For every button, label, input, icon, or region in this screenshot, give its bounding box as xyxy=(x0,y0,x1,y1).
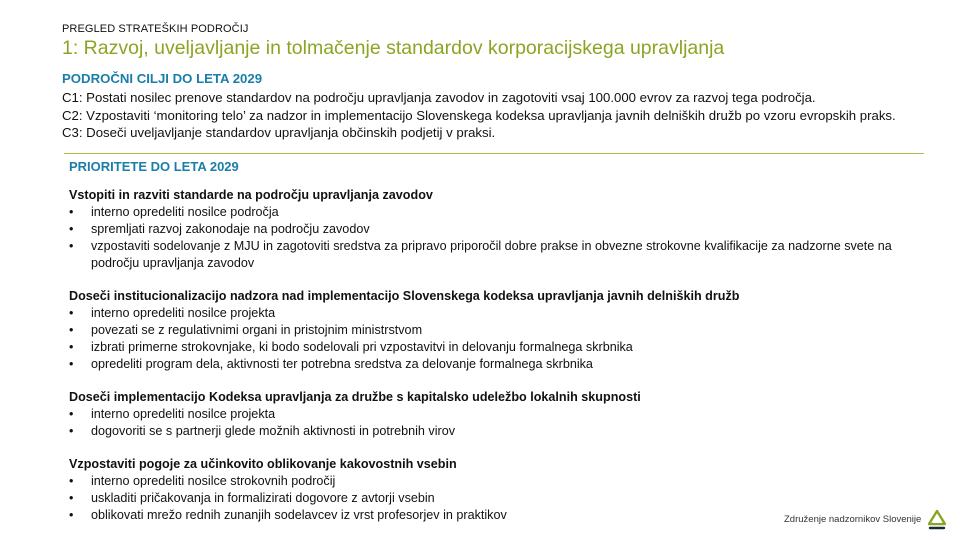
priorities-sections xyxy=(69,187,931,540)
goal-item: C2: Vzpostaviti ‘monitoring telo’ za nadzor in implementacijo Slovenskega kodeksa upravljanja javnih delniških družb po vzoru evropskih praks. xyxy=(62,107,896,123)
priority-section xyxy=(69,187,931,272)
goal-item: C1: Postati nosilec prenove standardov na področju upravljanja zavodov in zagotoviti vsaj 100.000 evrov za razvoj tega področja. xyxy=(62,90,816,105)
priority-section xyxy=(69,288,931,373)
list-item: • spremljati razvoj zakonodaje na področju zavodov xyxy=(69,222,370,236)
goals-heading: PODROČNI CILJI DO LETA 2029 xyxy=(62,71,263,86)
kicker-label: PREGLED STRATEŠKIH PODROČIJ xyxy=(62,23,249,35)
goal-item: C3: Doseči uveljavljanje standardov upravljanja občinskih podjetij v praksi. xyxy=(62,125,496,140)
bullet-icon: • xyxy=(69,340,74,354)
bullet-icon: • xyxy=(69,508,74,522)
divider xyxy=(64,153,924,154)
footer-org-name: Združenje nadzornikov Slovenije xyxy=(784,514,922,525)
bullet-icon: • xyxy=(69,474,74,488)
bullet-icon: • xyxy=(69,306,74,320)
triangle-logo-icon xyxy=(928,509,946,531)
priority-section-title: Vzpostaviti pogoje za učinkovito oblikovanje kakovostnih vsebin xyxy=(69,457,457,471)
priority-section xyxy=(69,389,931,440)
priority-section-title: Doseči institucionalizacijo nadzora nad implementacijo Slovenskega kodeksa upravljanja javnih delniških družb xyxy=(69,289,740,303)
list-item: • interno opredeliti nosilce področja xyxy=(69,205,279,219)
goals-list xyxy=(62,89,896,142)
list-item: • vzpostaviti sodelovanje z MJU in zagotoviti sredstva za pripravo priporočil dobre prakse in obvezne strokovne kvalifikacije za nadzorne svete na področju upravljanja zavodov xyxy=(69,239,892,270)
priority-section-title: Doseči implementacijo Kodeksa upravljanja za družbe s kapitalsko udeležbo lokalnih skupnosti xyxy=(69,390,641,404)
bullet-icon: • xyxy=(69,239,74,253)
bullet-icon: • xyxy=(69,222,74,236)
list-item: • izbrati primerne strokovnjake, ki bodo sodelovali pri vzpostavitvi in delovanju formalnega skrbnika xyxy=(69,340,633,354)
page-title: 1: Razvoj, uveljavljanje in tolmačenje standardov korporacijskega upravljanja xyxy=(62,37,725,59)
list-item: • interno opredeliti nosilce projekta xyxy=(69,306,276,320)
bullet-icon: • xyxy=(69,357,74,371)
list-item: • interno opredeliti nosilce projekta xyxy=(69,407,276,421)
bullet-icon: • xyxy=(69,205,74,219)
list-item: • uskladiti pričakovanja in formalizirati dogovore z avtorji vsebin xyxy=(69,491,435,505)
list-item: • povezati se z regulativnimi organi in pristojnim ministrstvom xyxy=(69,323,423,337)
list-item: • opredeliti program dela, aktivnosti ter potrebna sredstva za delovanje formalnega skrbnika xyxy=(69,357,593,371)
bullet-icon: • xyxy=(69,323,74,337)
priority-section-title: Vstopiti in razviti standarde na področju upravljanja zavodov xyxy=(69,188,433,202)
list-item: • interno opredeliti nosilce strokovnih področij xyxy=(69,474,336,488)
bullet-icon: • xyxy=(69,407,74,421)
priorities-heading: PRIORITETE DO LETA 2029 xyxy=(69,159,239,174)
list-item: • oblikovati mrežo rednih zunanjih sodelavcev iz vrst profesorjev in praktikov xyxy=(69,508,507,522)
bullet-icon: • xyxy=(69,424,74,438)
bullet-icon: • xyxy=(69,491,74,505)
list-item: • dogovoriti se s partnerji glede možnih aktivnosti in potrebnih virov xyxy=(69,424,456,438)
